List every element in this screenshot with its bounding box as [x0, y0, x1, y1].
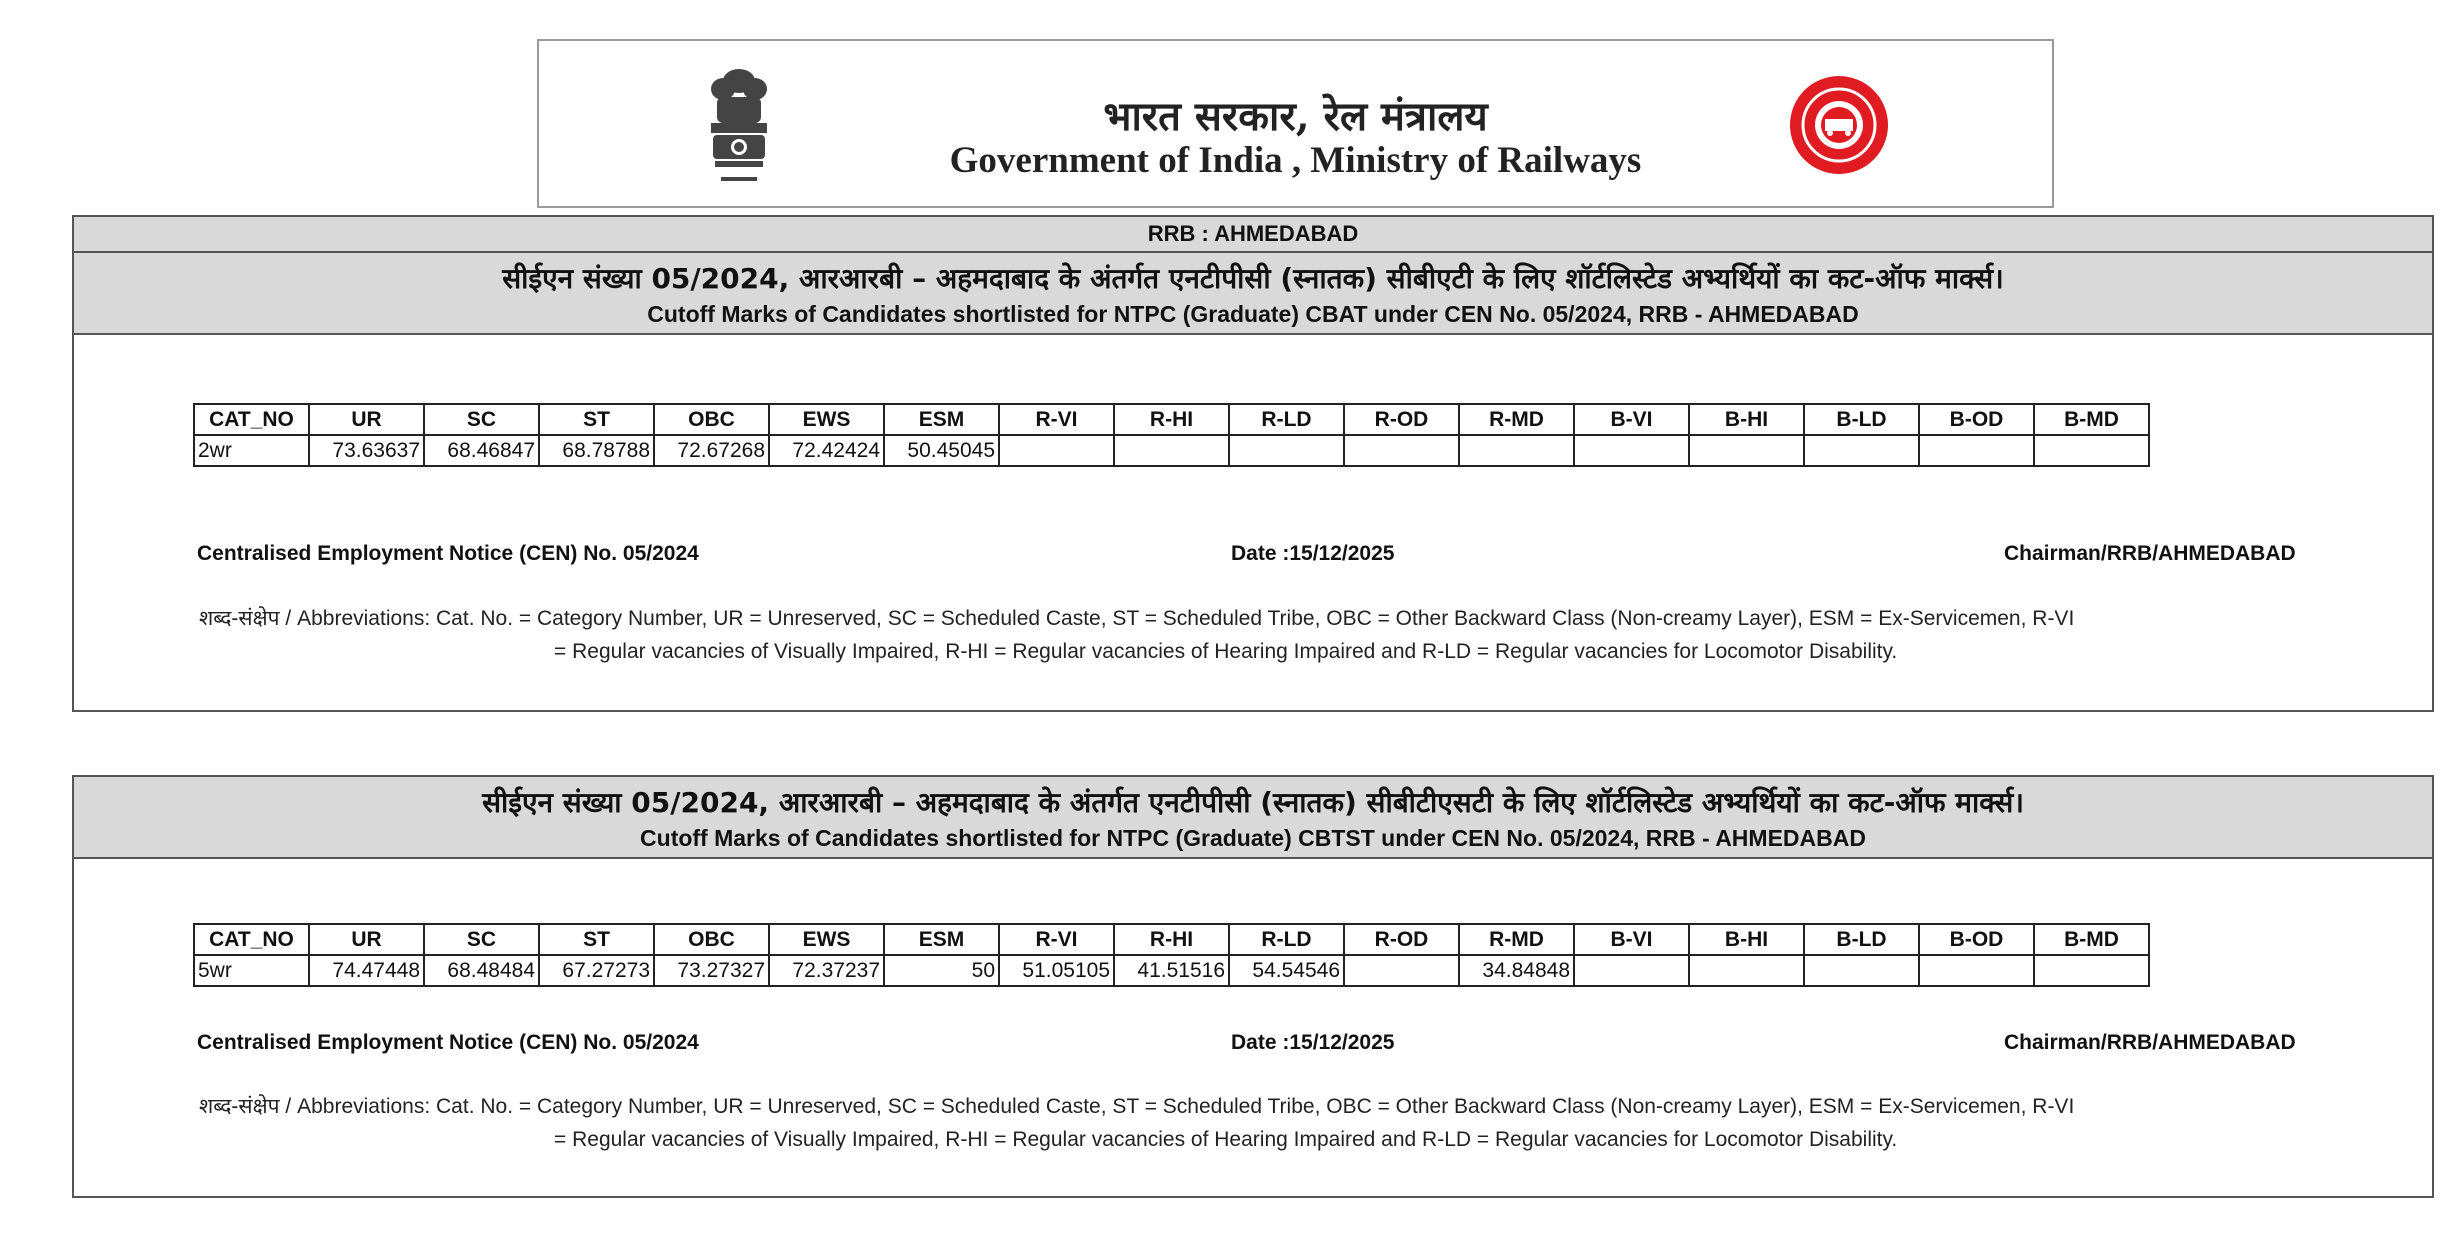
table-cell: 68.48484 — [424, 955, 539, 986]
abbreviations-line-2: = Regular vacancies of Visually Impaired, R-HI = Regular vacancies of Hearing Impaired and R-LD = Regular vacancies for Locomotor Disability. — [554, 640, 1898, 663]
table-cell — [999, 435, 1114, 466]
table-cell — [1804, 435, 1919, 466]
column-header: R-HI — [1114, 404, 1229, 435]
section-title-box — [74, 777, 2432, 859]
table-cell — [1574, 955, 1689, 986]
table-cell: 68.46847 — [424, 435, 539, 466]
cen-number: Centralised Employment Notice (CEN) No. 05/2024 — [197, 542, 699, 565]
column-header: SC — [424, 404, 539, 435]
column-header: SC — [424, 924, 539, 955]
table-row — [194, 955, 2149, 986]
column-header: R-OD — [1344, 924, 1459, 955]
column-header: B-OD — [1919, 924, 2034, 955]
table-cell: 67.27273 — [539, 955, 654, 986]
column-header: R-MD — [1459, 404, 1574, 435]
column-header: B-VI — [1574, 404, 1689, 435]
cutoff-table — [193, 403, 2150, 467]
section-title-box — [74, 253, 2432, 335]
table-cell: 34.84848 — [1459, 955, 1574, 986]
cen-number: Centralised Employment Notice (CEN) No. 05/2024 — [197, 1031, 699, 1054]
cutoff-table — [193, 923, 2150, 987]
table-cell: 72.37237 — [769, 955, 884, 986]
table-cell — [1459, 435, 1574, 466]
table-header-row — [194, 404, 2149, 435]
table-cell — [1344, 435, 1459, 466]
rrb-label: RRB : AHMEDABAD — [74, 217, 2432, 253]
table-cell — [1804, 955, 1919, 986]
table-cell — [1919, 955, 2034, 986]
column-header: OBC — [654, 404, 769, 435]
abbreviations-note — [199, 602, 2339, 668]
table-cell: 5wr — [194, 955, 309, 986]
table-cell: 50 — [884, 955, 999, 986]
column-header: UR — [309, 404, 424, 435]
header-banner — [537, 39, 2054, 208]
table-header-row — [194, 924, 2149, 955]
column-header: R-LD — [1229, 404, 1344, 435]
table-cell: 41.51516 — [1114, 955, 1229, 986]
abbreviations-line-1: शब्द-संक्षेप / Abbreviations: Cat. No. = Category Number, UR = Unreserved, SC = Scheduled Caste, ST = Scheduled Tribe, OBC = Other Backward Class (Non-creamy Layer), ESM = Ex-Servicemen, R-VI — [199, 607, 2075, 630]
table-cell: 73.63637 — [309, 435, 424, 466]
column-header: OBC — [654, 924, 769, 955]
column-header: UR — [309, 924, 424, 955]
chairman-signature: Chairman/RRB/AHMEDABAD — [2004, 542, 2296, 565]
table-row — [194, 435, 2149, 466]
abbreviations-note — [199, 1090, 2339, 1156]
table-cell — [1114, 435, 1229, 466]
column-header: R-OD — [1344, 404, 1459, 435]
table-cell: 73.27327 — [654, 955, 769, 986]
table-cell: 74.47448 — [309, 955, 424, 986]
table-cell: 50.45045 — [884, 435, 999, 466]
column-header: R-HI — [1114, 924, 1229, 955]
column-header: B-HI — [1689, 924, 1804, 955]
column-header: B-LD — [1804, 924, 1919, 955]
notice-date: Date :15/12/2025 — [1231, 1031, 1395, 1054]
column-header: R-VI — [999, 924, 1114, 955]
banner-title-english: Government of India , Ministry of Railways — [949, 140, 1642, 181]
column-header: ESM — [884, 404, 999, 435]
column-header: R-LD — [1229, 924, 1344, 955]
notice-date: Date :15/12/2025 — [1231, 542, 1395, 565]
column-header: R-MD — [1459, 924, 1574, 955]
table-cell — [1344, 955, 1459, 986]
column-header: B-HI — [1689, 404, 1804, 435]
table-cell — [1689, 955, 1804, 986]
table-cell: 51.05105 — [999, 955, 1114, 986]
section-title-english: Cutoff Marks of Candidates shortlisted for NTPC (Graduate) CBTST under CEN No. 05/2024, RRB - AHMEDABAD — [640, 825, 1866, 851]
table-cell — [1689, 435, 1804, 466]
section-title-hindi: सीईएन संख्या 05/2024, आरआरबी – अहमदाबाद के अंतर्गत एनटीपीसी (स्नातक) सीबीटीएसटी के लिए शॉर्टलिस्टेड अभ्यर्थियों का कट-ऑफ मार्क्स। — [482, 786, 2024, 819]
table-cell — [1919, 435, 2034, 466]
column-header: CAT_NO — [194, 924, 309, 955]
column-header: B-MD — [2034, 404, 2149, 435]
column-header: R-VI — [999, 404, 1114, 435]
section-title-hindi: सीईएन संख्या 05/2024, आरआरबी – अहमदाबाद के अंतर्गत एनटीपीसी (स्नातक) सीबीएटी के लिए शॉर्टलिस्टेड अभ्यर्थियों का कट-ऑफ मार्क्स। — [502, 262, 2004, 295]
column-header: B-MD — [2034, 924, 2149, 955]
column-header: EWS — [769, 924, 884, 955]
column-header: CAT_NO — [194, 404, 309, 435]
column-header: ST — [539, 924, 654, 955]
column-header: B-LD — [1804, 404, 1919, 435]
table-cell: 72.42424 — [769, 435, 884, 466]
cbtst-cutoff-section — [72, 775, 2434, 1198]
table-cell — [1229, 435, 1344, 466]
table-cell: 2wr — [194, 435, 309, 466]
table-cell — [2034, 435, 2149, 466]
column-header: B-VI — [1574, 924, 1689, 955]
table-cell: 54.54546 — [1229, 955, 1344, 986]
column-header: ESM — [884, 924, 999, 955]
column-header: EWS — [769, 404, 884, 435]
banner-title-hindi: भारत सरकार, रेल मंत्रालय — [1103, 93, 1488, 140]
table-cell — [2034, 955, 2149, 986]
table-cell — [1574, 435, 1689, 466]
section-title-english: Cutoff Marks of Candidates shortlisted for NTPC (Graduate) CBAT under CEN No. 05/2024, RRB - AHMEDABAD — [647, 301, 1859, 327]
chairman-signature: Chairman/RRB/AHMEDABAD — [2004, 1031, 2296, 1054]
cbat-cutoff-section — [72, 215, 2434, 712]
column-header: ST — [539, 404, 654, 435]
abbreviations-line-1: शब्द-संक्षेप / Abbreviations: Cat. No. = Category Number, UR = Unreserved, SC = Scheduled Caste, ST = Scheduled Tribe, OBC = Other Backward Class (Non-creamy Layer), ESM = Ex-Servicemen, R-VI — [199, 1095, 2075, 1118]
table-cell: 68.78788 — [539, 435, 654, 466]
column-header: B-OD — [1919, 404, 2034, 435]
abbreviations-line-2: = Regular vacancies of Visually Impaired, R-HI = Regular vacancies of Hearing Impaired and R-LD = Regular vacancies for Locomotor Disability. — [554, 1128, 1898, 1151]
indian-railways-logo-icon — [1789, 75, 1889, 175]
table-cell: 72.67268 — [654, 435, 769, 466]
